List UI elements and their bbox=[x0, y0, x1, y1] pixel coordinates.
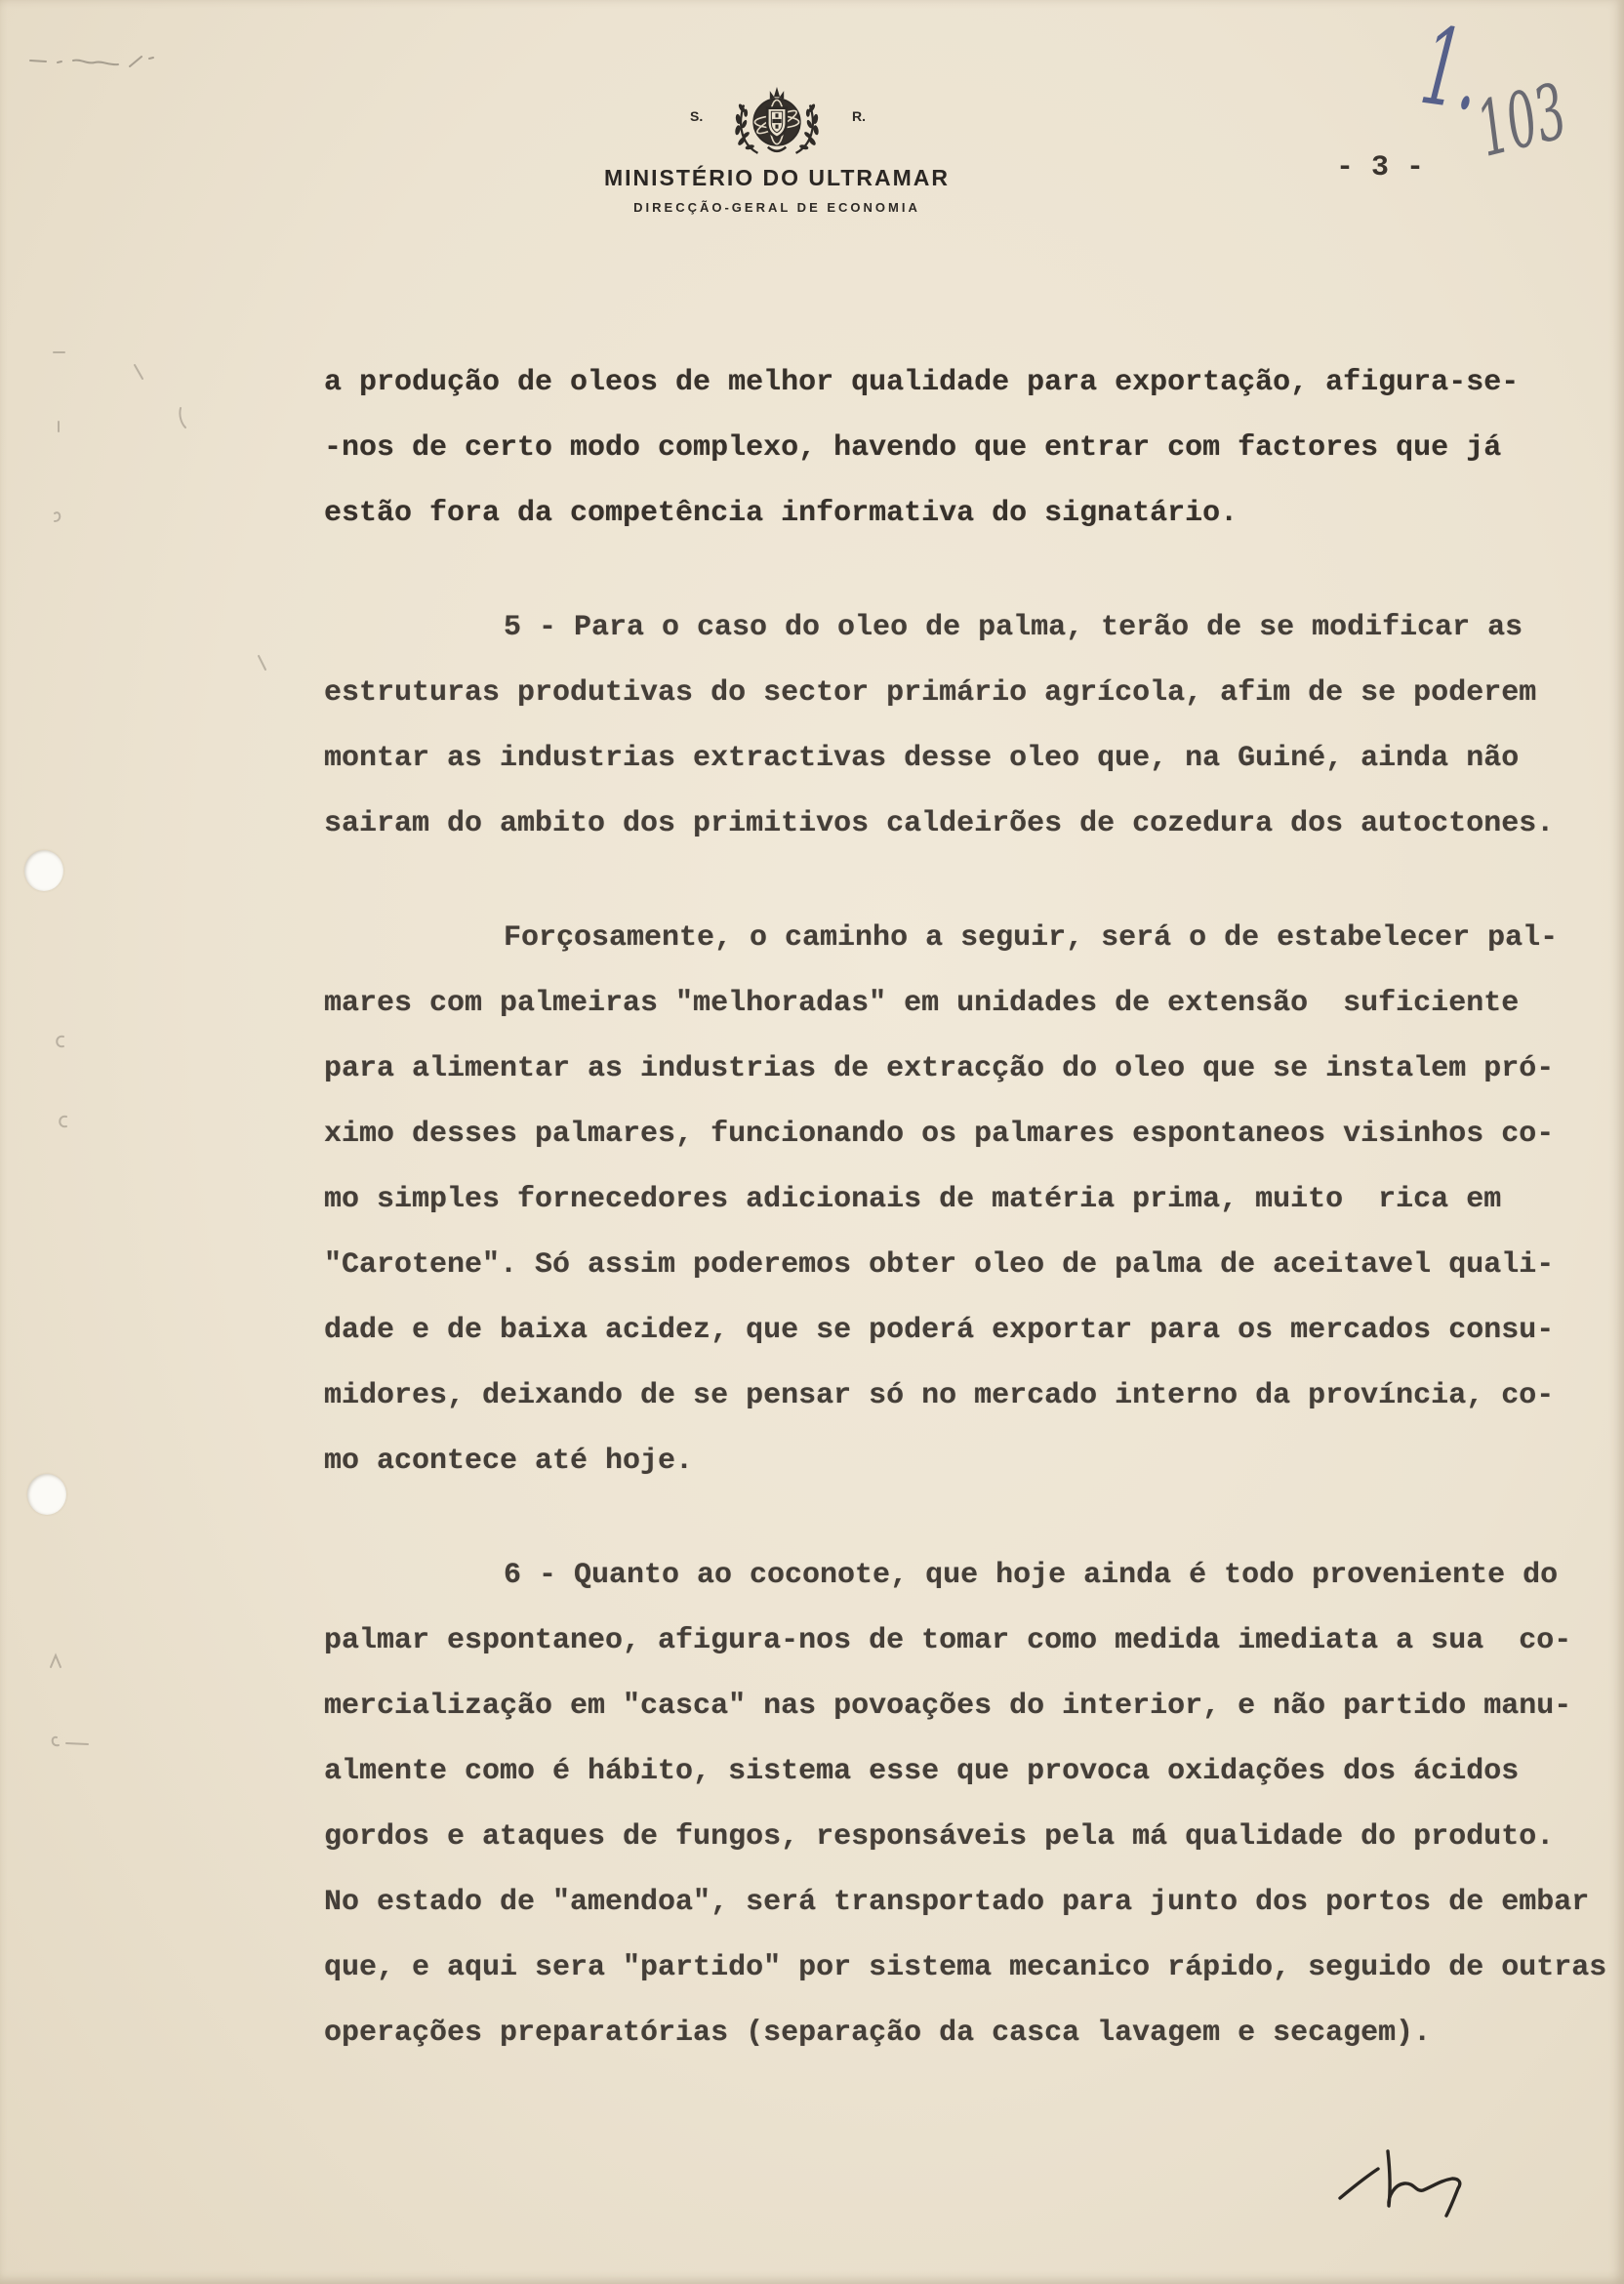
handwritten-folio-number: 103 bbox=[1469, 67, 1575, 175]
body-line: estão fora da competência informativa do signatário. bbox=[324, 497, 1238, 530]
body-line: a produção de oleos de melhor qualidade para exportação, afigura-se- bbox=[324, 366, 1520, 399]
body-line: para alimentar as industrias de extracção do oleo que se instalem pró- bbox=[324, 1052, 1555, 1085]
body-line: que, e aqui sera "partido" por sistema mecanico rápido, seguido de outras bbox=[324, 1951, 1607, 1984]
body-line: mo acontece até hoje. bbox=[324, 1445, 694, 1478]
paragraph-1 bbox=[324, 350, 1612, 547]
header-initial-left: S. bbox=[690, 108, 704, 124]
body-line: mercialização em "casca" nas povoações do interior, e não partido manu- bbox=[324, 1690, 1572, 1723]
handwritten-signature-icon bbox=[1337, 2147, 1479, 2225]
directorate-subtitle: DIRECÇÃO-GERAL DE ECONOMIA bbox=[633, 200, 920, 215]
body-line: montar as industrias extractivas desse oleo que, na Guiné, ainda não bbox=[324, 742, 1520, 775]
body-line: -nos de certo modo complexo, havendo que entrar com factores que já bbox=[324, 431, 1502, 465]
body-line: dade e de baixa acidez, que se poderá exportar para os mercados consu- bbox=[324, 1314, 1555, 1347]
body-line: midores, deixando de se pensar só no mercado interno da província, co- bbox=[324, 1379, 1555, 1412]
document-body bbox=[324, 350, 1612, 2066]
body-line: 6 - Quanto ao coconote, que hoje ainda é todo proveniente do bbox=[504, 1559, 1559, 1592]
body-line: Forçosamente, o caminho a seguir, será o de estabelecer pal- bbox=[504, 921, 1559, 955]
punch-hole bbox=[27, 1474, 66, 1515]
paragraph-5 bbox=[324, 595, 1612, 857]
body-line: "Carotene". Só assim poderemos obter oleo de palma de aceitavel quali- bbox=[324, 1248, 1555, 1282]
handwritten-folio-mark: 1. bbox=[1414, 3, 1488, 135]
header-initial-right: R. bbox=[852, 108, 866, 124]
page-number: - 3 - bbox=[1336, 151, 1425, 184]
punch-hole bbox=[24, 850, 63, 891]
body-line: estruturas produtivas do sector primário agrícola, afim de se poderem bbox=[324, 676, 1537, 710]
body-line: No estado de "amendoa", será transportado para junto dos portos de embar bbox=[324, 1886, 1590, 1919]
body-line: sairam do ambito dos primitivos caldeirões de cozedura dos autoctones. bbox=[324, 807, 1555, 840]
margin-marks bbox=[0, 0, 293, 2284]
ministry-title: MINISTÉRIO DO ULTRAMAR bbox=[603, 165, 951, 190]
paragraph-palm-oil bbox=[324, 906, 1612, 1494]
body-line: 5 - Para o caso do oleo de palma, terão de se modificar as bbox=[504, 611, 1523, 644]
body-line: ximo desses palmares, funcionando os palmares espontaneos visinhos co- bbox=[324, 1118, 1555, 1151]
body-line: operações preparatórias (separação da casca lavagem e secagem). bbox=[324, 2017, 1432, 2050]
body-line: almente como é hábito, sistema esse que provoca oxidações dos ácidos bbox=[324, 1755, 1520, 1788]
paragraph-6 bbox=[324, 1543, 1612, 2066]
body-line: palmar espontaneo, afigura-nos de tomar como medida imediata a sua co- bbox=[324, 1624, 1572, 1657]
coat-of-arms-emblem bbox=[731, 85, 823, 157]
body-line: mares com palmeiras "melhoradas" em unidades de extensão suficiente bbox=[324, 987, 1520, 1020]
body-line: mo simples fornecedores adicionais de matéria prima, muito rica em bbox=[324, 1183, 1502, 1216]
body-line: gordos e ataques de fungos, responsáveis pela má qualidade do produto. bbox=[324, 1820, 1555, 1854]
